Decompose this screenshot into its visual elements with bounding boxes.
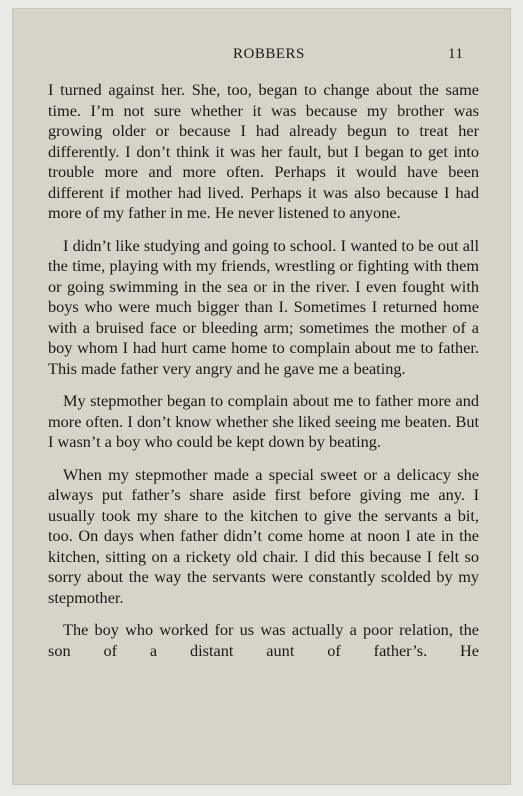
- paragraph: The boy who worked for us was actually a poor relation, the son of a distant aunt of father’s. He: [48, 620, 479, 660]
- page-number: 11: [448, 46, 464, 62]
- body-text: [48, 80, 479, 673]
- page-header: [12, 46, 511, 66]
- book-page: [12, 8, 511, 785]
- paragraph: I didn’t like studying and going to school. I wanted to be out all the time, playing with my friends, wrestling or fighting with them or going swimming in the sea or in the river. I even fought with boys who were much bigger than I. Sometimes I returned home with a bruised face or bleeding arm; sometimes the mother of a boy whom I had hurt came home to complain about me to father. This made father very angry and he gave me a beating.: [48, 235, 479, 378]
- paragraph: When my stepmother made a special sweet or a delicacy she always put father’s share aside first before giving me any. I usually took my share to the kitchen to give the servants a bit, too. On days when father didn’t come home at noon I ate in the kitchen, sitting on a rickety old chair. I did this because I felt so sorry about the way the servants were constantly scolded by my stepmother.: [48, 464, 479, 607]
- paragraph: I turned against her. She, too, began to change about the same time. I’m not sure whether it was because my brother was growing older or because I had already begun to treat her differently. I don’t think it was her fault, but I began to get into trouble more and more often. Perhaps it would have been different if mother had lived. Perhaps it was also because I had more of my father in me. He never listened to anyone.: [48, 80, 479, 222]
- paragraph: My stepmother began to complain about me to father more and more often. I don’t know whether she liked seeing me beaten. But I wasn’t a boy who could be kept down by beating.: [48, 391, 479, 451]
- running-title: ROBBERS: [233, 46, 305, 62]
